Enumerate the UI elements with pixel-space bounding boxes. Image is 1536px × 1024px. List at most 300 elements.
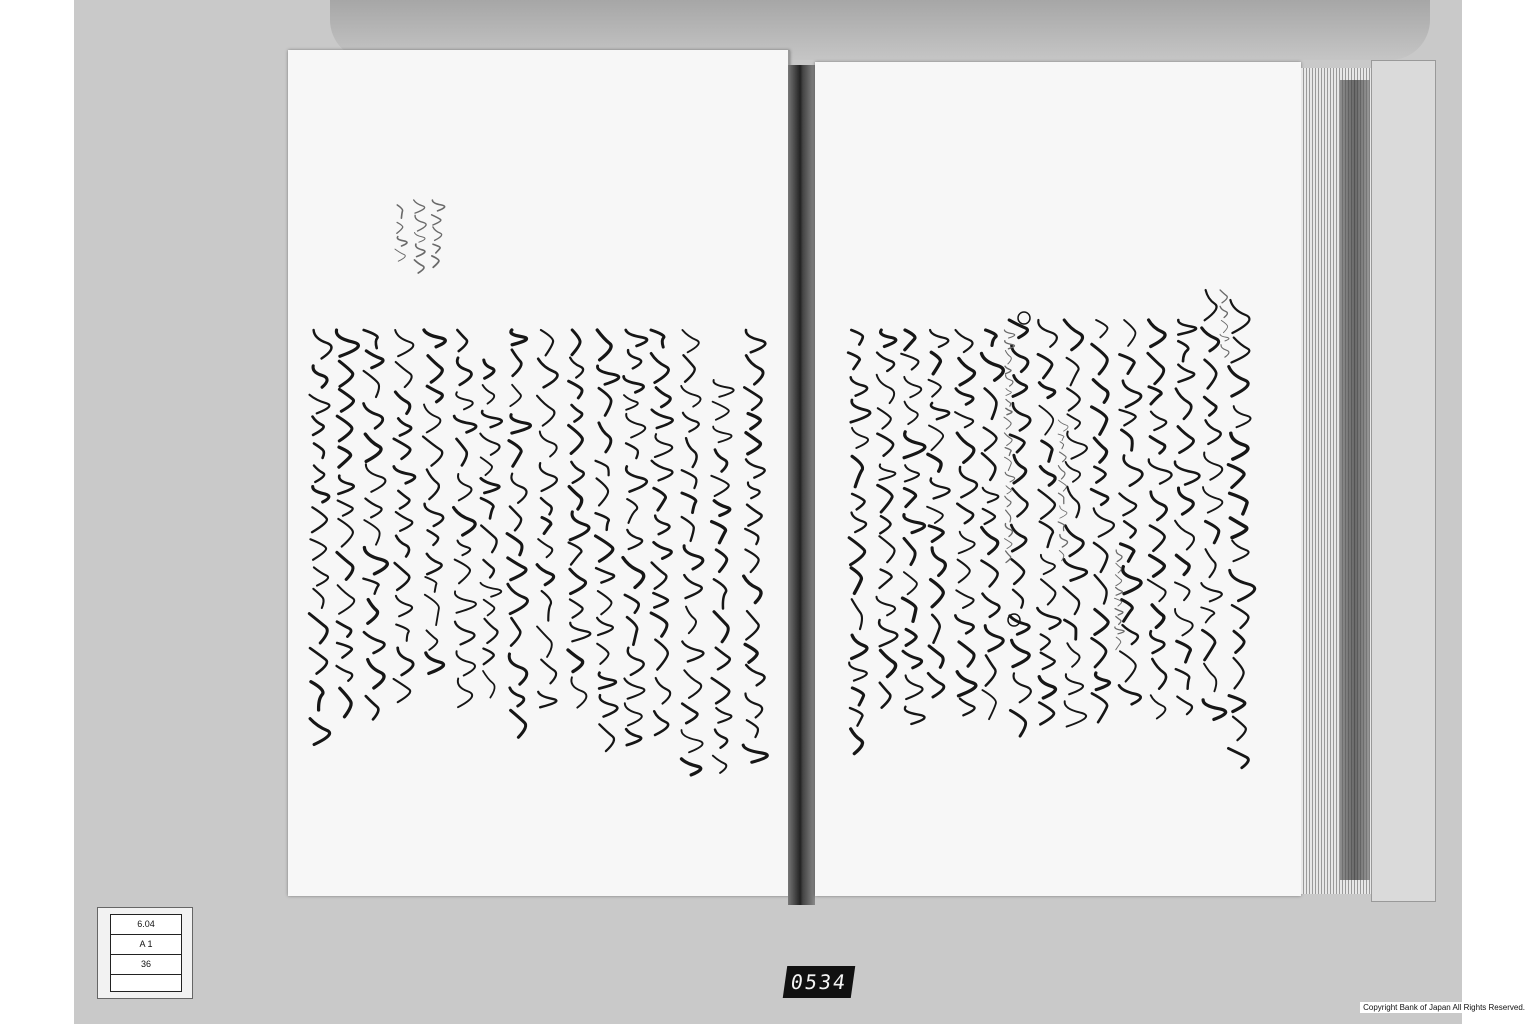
handwriting-stroke <box>455 591 476 612</box>
handwriting-stroke <box>433 227 442 241</box>
handwriting-stroke <box>986 655 996 685</box>
handwriting-stroke <box>1175 521 1194 550</box>
handwriting-stroke <box>542 591 551 621</box>
handwriting-stroke <box>454 416 476 432</box>
handwriting-stroke <box>851 377 867 395</box>
handwriting-stroke <box>880 570 892 589</box>
handwriting-stroke <box>881 650 896 676</box>
handwriting-stroke <box>1059 493 1064 503</box>
handwriting-stroke <box>1204 664 1216 692</box>
handwriting-stroke <box>510 385 521 406</box>
handwriting-stroke <box>652 461 673 481</box>
handwriting-stroke <box>600 695 618 716</box>
handwriting-stroke <box>1123 625 1138 644</box>
handwriting-stroke <box>1060 452 1067 462</box>
handwriting-stroke <box>1058 420 1068 431</box>
handwriting-stroke <box>1202 328 1219 351</box>
handwriting-stroke <box>427 386 442 402</box>
handwriting-stroke <box>849 663 867 681</box>
handwriting-stroke <box>1123 381 1141 407</box>
handwriting-stroke <box>1116 587 1123 595</box>
handwriting-stroke <box>1059 551 1064 561</box>
handwriting-stroke <box>424 405 440 433</box>
handwriting-stroke <box>982 453 995 479</box>
handwriting-stroke <box>713 756 726 773</box>
handwriting-stroke <box>1231 433 1248 459</box>
handwriting-stroke <box>903 598 916 621</box>
handwriting-stroke <box>625 703 642 725</box>
handwriting-stroke <box>986 330 997 345</box>
handwriting-stroke <box>414 200 425 213</box>
handwriting-stroke <box>686 438 697 467</box>
handwriting-stroke <box>1228 465 1244 488</box>
handwriting-stroke <box>364 404 383 429</box>
handwriting-stroke <box>454 508 476 536</box>
handwriting-stroke <box>712 678 729 703</box>
handwriting-stroke <box>363 579 378 594</box>
handwriting-stroke <box>483 649 493 665</box>
handwriting-stroke <box>904 432 925 458</box>
handwriting-stroke <box>1206 549 1216 577</box>
handwriting-stroke <box>1092 344 1107 374</box>
handwriting-stroke <box>1203 487 1222 512</box>
handwriting-stroke <box>537 565 554 585</box>
handwriting-stroke <box>1010 435 1024 452</box>
handwriting-stroke <box>1039 490 1055 519</box>
handwriting-stroke <box>1205 290 1217 320</box>
handwriting-stroke <box>338 585 355 614</box>
handwriting-stroke <box>508 558 526 580</box>
handwriting-stroke <box>957 433 974 463</box>
handwriting-stroke <box>310 648 327 674</box>
handwriting-stroke <box>931 403 949 419</box>
handwriting-stroke <box>1206 420 1221 444</box>
handwriting-stroke <box>1124 456 1143 486</box>
handwriting-stroke <box>624 376 644 392</box>
handwriting-stroke <box>481 478 499 493</box>
handwriting-stroke <box>1065 620 1076 639</box>
handwriting-stroke <box>1095 575 1107 603</box>
handwriting-stroke <box>652 410 673 428</box>
handwriting-stroke <box>850 708 863 726</box>
handwriting-stroke <box>1234 631 1244 652</box>
handwriting-stroke <box>1230 518 1246 538</box>
handwriting-stroke <box>1232 541 1248 562</box>
handwriting-stroke <box>425 595 439 625</box>
handwriting-stroke <box>927 507 943 523</box>
handwriting-stroke <box>1006 375 1013 386</box>
handwriting-stroke <box>905 465 919 481</box>
handwriting-stroke <box>929 646 943 667</box>
handwriting-stroke <box>1014 673 1031 702</box>
handwriting-stroke <box>1234 658 1244 688</box>
handwriting-stroke <box>1151 412 1166 431</box>
handwriting-stroke <box>1115 575 1121 586</box>
handwriting-stroke <box>852 688 863 705</box>
handwriting-stroke <box>1060 442 1064 449</box>
handwriting-stroke <box>1006 551 1011 563</box>
handwriting-stroke <box>368 600 378 624</box>
handwriting-stroke <box>1150 631 1164 653</box>
handwriting-stroke <box>599 423 611 452</box>
handwriting-stroke <box>955 412 973 427</box>
handwriting-stroke <box>596 513 609 530</box>
handwriting-stroke <box>956 590 973 608</box>
handwriting-stroke <box>537 396 554 426</box>
handwriting-stroke <box>1151 695 1166 718</box>
handwriting-stroke <box>313 589 323 608</box>
catalog-label-line4 <box>111 975 181 994</box>
handwriting-stroke <box>746 665 764 685</box>
handwriting-stroke <box>985 389 997 419</box>
handwriting-stroke <box>748 414 760 429</box>
handwriting-stroke <box>483 671 495 698</box>
handwriting-stroke <box>339 361 352 386</box>
handwriting-stroke <box>713 427 731 443</box>
handwriting-stroke <box>682 642 703 662</box>
handwriting-stroke <box>339 447 351 467</box>
handwriting-stroke <box>746 459 765 477</box>
handwriting-stroke <box>1119 494 1136 516</box>
handwriting-stroke <box>651 613 667 636</box>
handwriting-stroke <box>1206 521 1219 542</box>
handwriting-stroke <box>958 560 970 583</box>
handwriting-stroke <box>397 205 402 218</box>
handwriting-stroke <box>1058 522 1064 531</box>
handwriting-stroke <box>959 358 975 385</box>
handwriting-stroke <box>1201 607 1214 622</box>
handwriting-stroke <box>364 371 379 397</box>
handwriting-stroke <box>1095 609 1108 634</box>
handwriting-stroke <box>312 507 327 532</box>
handwriting-stroke <box>511 330 527 345</box>
handwriting-stroke <box>511 710 526 737</box>
handwriting-stroke <box>568 650 583 672</box>
handwriting-stroke <box>905 330 915 350</box>
handwriting-stroke <box>540 432 557 457</box>
handwriting-stroke <box>715 730 727 748</box>
handwriting-stroke <box>654 711 668 735</box>
handwriting-stroke <box>906 629 916 645</box>
handwriting-stroke <box>852 494 864 510</box>
folio-number: 0534 <box>783 966 855 998</box>
handwriting-stroke <box>1064 560 1087 581</box>
handwriting-stroke <box>364 520 379 545</box>
handwriting-stroke <box>878 408 891 428</box>
handwriting-stroke <box>931 478 950 498</box>
handwriting-stroke <box>651 353 668 382</box>
handwriting-stroke <box>394 679 411 702</box>
handwriting-stroke <box>1148 580 1166 602</box>
handwriting-stroke <box>480 434 499 455</box>
handwriting-stroke <box>880 683 891 708</box>
handwriting-stroke <box>931 352 940 374</box>
handwriting-stroke <box>338 476 353 494</box>
handwriting-stroke <box>745 550 758 573</box>
handwriting-stroke <box>983 488 999 503</box>
handwriting-stroke <box>877 434 893 456</box>
handwriting-stroke <box>1203 700 1226 720</box>
handwriting-stroke <box>1013 376 1027 397</box>
handwriting-stroke <box>651 330 664 347</box>
handwriting-stroke <box>432 215 441 225</box>
handwriting-stroke <box>310 719 330 745</box>
handwriting-stroke <box>744 576 761 603</box>
handwriting-stroke <box>746 611 758 639</box>
handwriting-stroke <box>682 759 701 775</box>
handwriting-stroke <box>712 522 726 543</box>
handwriting-stroke <box>398 491 409 509</box>
handwriting-stroke <box>570 569 586 593</box>
handwriting-stroke <box>852 513 867 533</box>
handwriting-stroke <box>879 464 895 480</box>
handwriting-stroke <box>597 644 608 664</box>
handwriting-stroke <box>1152 659 1166 689</box>
handwriting-stroke <box>881 330 896 347</box>
handwriting-stroke <box>985 626 1003 651</box>
handwriting-stroke <box>1040 467 1055 486</box>
handwriting-stroke <box>628 350 641 368</box>
handwriting-stroke <box>1148 353 1164 384</box>
handwriting-stroke <box>1178 427 1194 453</box>
handwriting-stroke <box>507 534 522 555</box>
handwriting-stroke <box>956 330 973 352</box>
handwriting-stroke <box>932 615 940 643</box>
handwriting-stroke <box>1221 320 1227 332</box>
handwriting-stroke <box>1038 354 1052 378</box>
handwriting-stroke <box>683 413 699 432</box>
handwriting-stroke <box>1012 640 1030 666</box>
catalog-label <box>97 907 193 999</box>
handwriting-stroke <box>904 488 915 506</box>
handwriting-stroke <box>624 679 644 699</box>
handwriting-stroke <box>654 488 666 510</box>
handwriting-stroke <box>1039 383 1054 398</box>
handwriting-stroke <box>1005 457 1012 470</box>
handwriting-stroke <box>364 632 384 653</box>
handwriting-stroke <box>428 530 439 545</box>
handwriting-stroke <box>982 561 998 587</box>
handwriting-stroke <box>1230 570 1255 600</box>
handwriting-stroke <box>310 539 326 560</box>
handwriting-stroke <box>458 541 471 556</box>
handwriting-stroke <box>627 617 637 645</box>
handwriting-stroke <box>1178 341 1188 361</box>
handwriting-stroke <box>711 476 728 496</box>
handwriting-stroke <box>1150 526 1165 551</box>
handwriting-stroke <box>1005 539 1012 549</box>
handwriting-stroke <box>746 330 765 352</box>
handwriting-stroke <box>1012 346 1028 372</box>
handwriting-stroke <box>1066 462 1081 482</box>
handwriting-stroke <box>310 395 330 414</box>
handwriting-stroke <box>1121 544 1134 561</box>
handwriting-stroke <box>569 543 582 565</box>
handwriting-stroke <box>1005 496 1011 506</box>
handwriting-stroke <box>455 622 474 645</box>
handwriting-stroke <box>337 622 351 637</box>
handwriting-stroke <box>1176 389 1191 419</box>
handwriting-stroke <box>928 454 941 471</box>
handwriting-stroke <box>1201 583 1222 601</box>
handwriting-stroke <box>1220 290 1227 303</box>
handwriting-stroke <box>1233 717 1246 741</box>
handwriting-stroke <box>572 330 580 355</box>
handwriting-stroke <box>313 366 327 387</box>
handwriting-stroke <box>416 244 425 257</box>
handwriting-stroke <box>984 428 997 451</box>
handwriting-stroke <box>1152 605 1164 628</box>
handwriting-stroke <box>1120 410 1136 426</box>
handwriting-stroke <box>747 505 762 526</box>
handwriting-stroke <box>904 538 915 564</box>
handwriting-stroke <box>626 729 641 745</box>
handwriting-stroke <box>1012 559 1024 584</box>
handwriting-stroke <box>538 539 552 557</box>
handwriting-stroke <box>427 470 439 500</box>
handwriting-stroke <box>484 360 494 378</box>
handwriting-stroke <box>1067 388 1080 410</box>
handwriting-stroke <box>626 414 645 438</box>
handwriting-stroke <box>1116 637 1121 650</box>
handwriting-stroke <box>314 567 328 585</box>
handwriting-stroke <box>686 607 696 634</box>
handwriting-stroke <box>396 536 409 557</box>
handwriting-stroke <box>877 375 894 403</box>
handwriting-stroke <box>541 330 553 355</box>
handwriting-stroke <box>542 518 551 534</box>
handwriting-stroke <box>1095 673 1109 690</box>
handwriting-stroke <box>1149 459 1172 483</box>
handwriting-stroke <box>481 457 492 475</box>
handwriting-stroke <box>338 501 353 516</box>
handwriting-stroke <box>684 546 703 569</box>
handwriting-stroke <box>538 359 557 388</box>
handwriting-stroke <box>1175 582 1189 600</box>
handwriting-stroke <box>747 720 758 737</box>
handwriting-stroke <box>656 678 671 704</box>
handwriting-stroke <box>510 688 524 706</box>
handwriting-stroke <box>398 419 411 436</box>
handwriting-stroke <box>713 402 729 420</box>
handwriting-stroke <box>931 580 944 607</box>
handwriting-stroke <box>597 330 611 360</box>
handwriting-stroke <box>1011 525 1026 551</box>
handwriting-stroke <box>481 498 493 518</box>
handwriting-stroke <box>596 536 613 561</box>
catalog-label-table <box>110 914 182 992</box>
handwriting-stroke <box>1006 486 1011 494</box>
handwriting-stroke <box>905 402 918 425</box>
handwriting-stroke <box>1124 320 1135 346</box>
handwriting-stroke <box>905 707 925 724</box>
handwriting-stroke <box>901 354 918 370</box>
handwriting-stroke <box>960 467 977 497</box>
handwriting-stroke <box>1150 437 1165 454</box>
handwriting-stroke <box>1094 438 1106 462</box>
handwriting-stroke <box>1005 448 1011 456</box>
handwriting-stroke <box>1013 403 1030 430</box>
handwriting-stroke <box>570 599 583 617</box>
handwriting-stroke <box>1115 627 1124 634</box>
handwriting-stroke <box>903 651 922 668</box>
handwriting-stroke <box>314 330 332 359</box>
handwriting-stroke <box>960 699 975 716</box>
handwriting-stroke <box>394 467 415 484</box>
handwriting-stroke <box>1094 467 1105 483</box>
handwriting-stroke <box>570 358 583 378</box>
handwriting-stroke <box>684 575 701 598</box>
handwriting-stroke <box>1006 408 1012 414</box>
handwriting-stroke <box>682 517 694 541</box>
handwriting-stroke <box>394 439 410 459</box>
handwriting-stroke <box>627 530 642 549</box>
handwriting-stroke <box>623 558 644 588</box>
handwriting-stroke <box>1092 407 1107 434</box>
handwriting-stroke <box>1094 508 1114 536</box>
handwriting-stroke <box>457 439 467 466</box>
handwriting-stroke <box>655 434 672 457</box>
handwriting-stroke <box>682 704 697 723</box>
handwriting-stroke <box>427 554 442 574</box>
handwriting-stroke <box>366 464 386 492</box>
handwriting-stroke <box>904 515 925 533</box>
handwriting-stroke <box>1066 674 1083 694</box>
handwriting-stroke <box>745 694 762 718</box>
handwriting-stroke <box>1041 579 1055 604</box>
seal-mark <box>1018 312 1030 324</box>
handwriting-stroke <box>879 620 897 646</box>
handwriting-stroke <box>1063 587 1079 614</box>
handwriting-stroke <box>414 260 424 273</box>
handwriting-stroke <box>395 330 413 356</box>
handwriting-stroke <box>572 405 582 422</box>
handwriting-stroke <box>1221 345 1229 357</box>
handwriting-stroke <box>1116 550 1122 562</box>
handwriting-stroke <box>1058 434 1064 441</box>
handwriting-stroke <box>904 377 921 397</box>
handwriting-stroke <box>928 673 944 697</box>
handwriting-stroke <box>1067 643 1079 667</box>
handwriting-stroke <box>482 411 502 427</box>
handwriting-stroke <box>851 729 863 754</box>
handwriting-stroke <box>365 499 381 518</box>
handwriting-stroke <box>397 237 407 246</box>
handwriting-stroke <box>368 660 384 689</box>
handwriting-stroke <box>337 643 352 658</box>
handwriting-stroke <box>1039 703 1054 725</box>
handwriting-stroke <box>851 568 861 593</box>
handwriting-stroke <box>1122 600 1133 622</box>
handwriting-stroke <box>427 630 438 650</box>
handwriting-stroke <box>959 532 975 554</box>
handwriting-stroke <box>682 470 697 488</box>
handwriting-stroke <box>715 450 727 472</box>
handwriting-stroke <box>599 673 616 689</box>
handwriting-stroke <box>714 579 726 608</box>
catalog-label-line3: 36 <box>111 955 181 975</box>
handwriting-stroke <box>1175 609 1193 635</box>
handwriting-stroke <box>1067 487 1079 517</box>
handwriting-stroke <box>481 583 502 597</box>
handwriting-stroke <box>852 456 862 486</box>
handwriting-stroke <box>1119 685 1141 704</box>
handwriting-stroke <box>569 381 582 398</box>
handwriting-stroke <box>1009 320 1027 338</box>
handwriting-stroke <box>681 730 702 752</box>
handwriting-stroke <box>1120 355 1135 374</box>
handwriting-stroke <box>571 677 586 707</box>
